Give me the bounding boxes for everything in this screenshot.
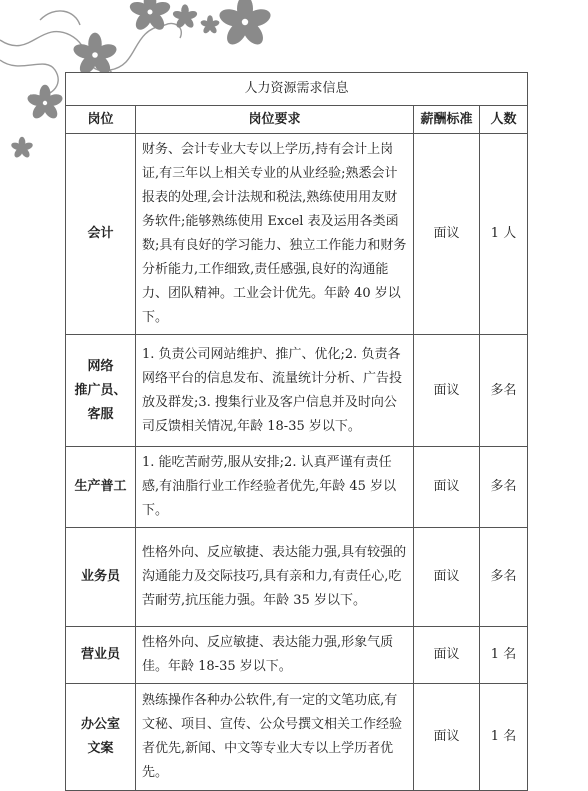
hr-requirements-table	[65, 72, 528, 791]
table-row	[66, 447, 528, 528]
count-cell: 1 名	[480, 684, 528, 791]
salary-cell: 面议	[414, 627, 480, 684]
table-title-row	[66, 73, 528, 106]
position-cell: 业务员	[66, 528, 136, 627]
position-cell: 网络 推广员、 客服	[66, 335, 136, 447]
header-position: 岗位	[66, 106, 136, 134]
position-cell: 会计	[66, 134, 136, 335]
requirements-cell: 性格外向、反应敏捷、表达能力强,具有较强的沟通能力及交际技巧,具有亲和力,有责任心,吃苦耐劳,抗压能力强。年龄 35 岁以下。	[136, 528, 414, 627]
requirements-cell: 1. 负责公司网站维护、推广、优化;2. 负责各网络平台的信息发布、流量统计分析、广告投放及群发;3. 搜集行业及客户信息并及时向公司反馈相关情况,年龄 18-35 岁以下。	[136, 335, 414, 447]
position-cell: 营业员	[66, 627, 136, 684]
requirements-cell: 熟练操作各种办公软件,有一定的文笔功底,有文秘、项目、宣传、公众号撰文相关工作经验者优先,新闻、中文等专业大专以上学历者优先。	[136, 684, 414, 791]
position-cell: 办公室 文案	[66, 684, 136, 791]
table-row	[66, 627, 528, 684]
count-cell: 多名	[480, 528, 528, 627]
requirements-cell: 性格外向、反应敏捷、表达能力强,形象气质佳。年龄 18-35 岁以下。	[136, 627, 414, 684]
requirements-cell: 1. 能吃苦耐劳,服从安排;2. 认真严谨有责任感,有油脂行业工作经验者优先,年龄 45 岁以下。	[136, 447, 414, 528]
salary-cell: 面议	[414, 134, 480, 335]
count-cell: 多名	[480, 335, 528, 447]
table-row	[66, 684, 528, 791]
header-salary: 薪酬标准	[414, 106, 480, 134]
table-title: 人力资源需求信息	[66, 73, 528, 106]
table-row	[66, 528, 528, 627]
table-header-row	[66, 106, 528, 134]
salary-cell: 面议	[414, 447, 480, 528]
table-row	[66, 134, 528, 335]
count-cell: 1 人	[480, 134, 528, 335]
position-cell: 生产普工	[66, 447, 136, 528]
header-count: 人数	[480, 106, 528, 134]
header-requirements: 岗位要求	[136, 106, 414, 134]
salary-cell: 面议	[414, 528, 480, 627]
requirements-cell: 财务、会计专业大专以上学历,持有会计上岗证,有三年以上相关专业的从业经验;熟悉会计报表的处理,会计法规和税法,熟练使用用友财务软件;能够熟练使用 Excel 表及运用各类函数;具有良好的学习能力、独立工作能力和财务分析能力,工作细致,责任感强,良好的沟通能力、团队精神。工业会计优先。年龄 40 岁以下。	[136, 134, 414, 335]
salary-cell: 面议	[414, 684, 480, 791]
count-cell: 1 名	[480, 627, 528, 684]
count-cell: 多名	[480, 447, 528, 528]
salary-cell: 面议	[414, 335, 480, 447]
table-row	[66, 335, 528, 447]
